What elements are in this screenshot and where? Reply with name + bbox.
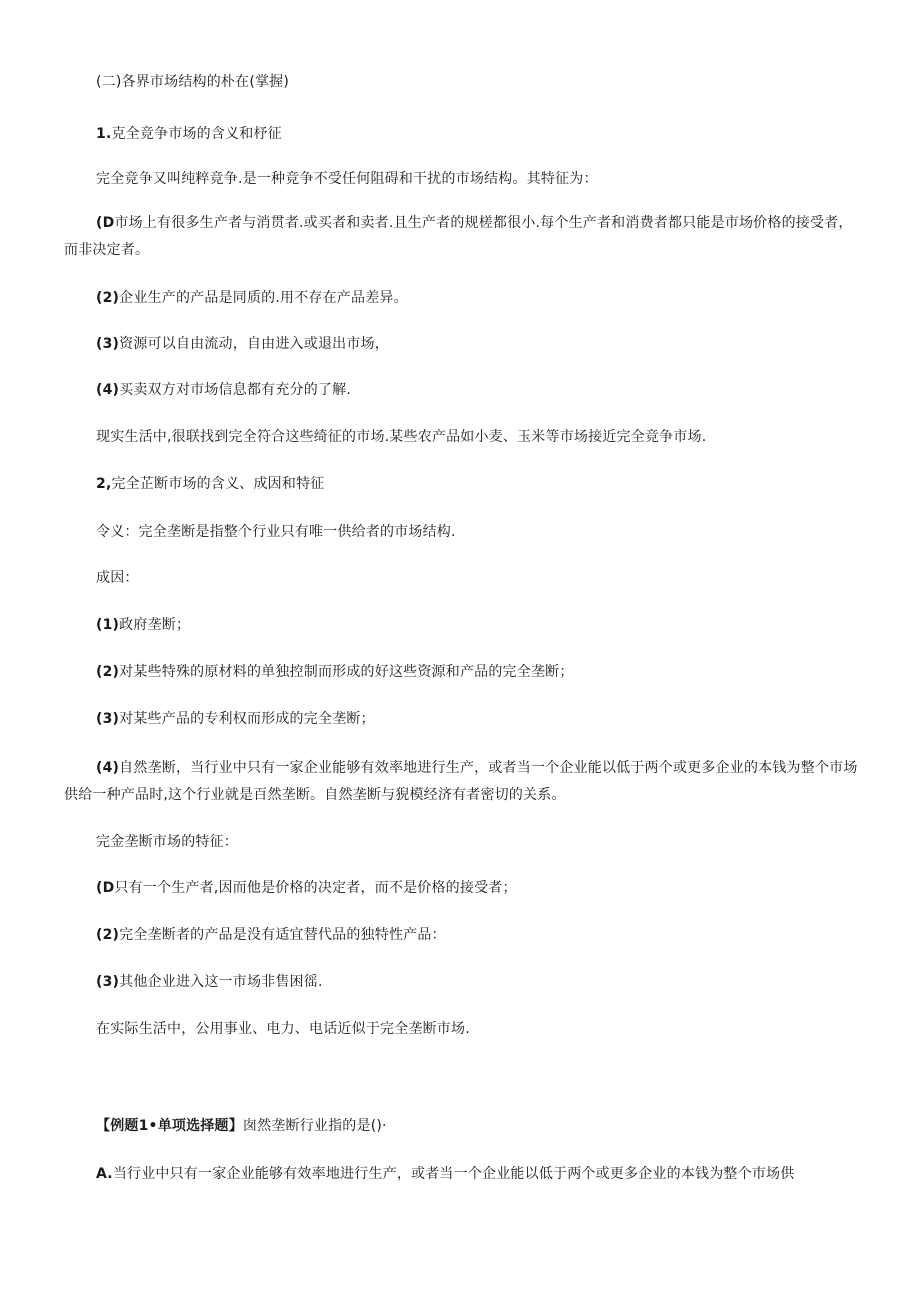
cause-item-3: [96, 709, 375, 729]
feature-item-1: [96, 878, 517, 898]
section1-item-1: [64, 210, 864, 264]
item-text: 买卖双方对市场信息都有充分的了解.: [119, 382, 351, 398]
item-number: (D: [96, 880, 115, 896]
cause-item-2: [96, 662, 574, 682]
features-label: 完金垄断市场的特征：: [96, 834, 238, 850]
item-text: 其他企业进入这一市场非售困徭.: [119, 974, 323, 990]
section2-number: 2,: [96, 476, 112, 492]
item-text: 自然垄断，当行业中只有一家企业能够有效率地进行生产，或者当一个企业能以低于两个或更多企业的本钱为整个市场供给一种产品时,这个行业就是百然垄断。自然垄断与猊模经济有者密切的关系。: [64, 760, 858, 803]
item-text: 只有一个生产者,因而他是价格的决定者，而不是价格的接受者；: [114, 880, 517, 896]
item-number: (3): [96, 711, 120, 727]
item-number: (2): [96, 664, 120, 680]
cause-item-1: [96, 615, 190, 635]
section1-title-text: 克全竞争市场的含义和杼征: [111, 126, 282, 142]
item-number: (2): [96, 927, 120, 943]
section1-item-2: [96, 288, 408, 308]
section1-item-3: [96, 334, 389, 354]
item-text: 市场上有很多生产者与消贯者.或买者和卖者.且生产者的规槎都很小.每个生产者和消费者都只能是市场价格的接受者，而非决定者。: [64, 215, 853, 258]
option-a-text: 当行业中只有一家企业能够有效率地进行生产，或者当一个企业能以低于两个或更多企业的本钱为整个市场供: [112, 1166, 795, 1182]
item-text: 对某些产品的专利权而形成的完全垄断；: [119, 711, 375, 727]
option-a-label: A.: [96, 1166, 113, 1182]
section-heading: (二)各界市场结构的朴在(掌握): [96, 74, 290, 90]
section1-intro: 完全竞争又叫纯粹竞争.是一种竞争不受任何阻碍和干扰的市场结构。其特征为：: [96, 171, 598, 187]
item-number: (2): [96, 290, 120, 306]
cause-item-4: [64, 755, 864, 809]
item-number: (1): [96, 617, 120, 633]
example-option-a: [96, 1164, 794, 1184]
item-text: 完全垄断者的产品是没有适宜替代品的独特性产品：: [119, 927, 446, 943]
section2-title: [96, 474, 324, 494]
causes-label: 成因：: [96, 570, 139, 586]
section2-definition: 令义：完全垄断是指整个行业只有唯一供给者的市场结构.: [96, 524, 456, 540]
section1-item-4: [96, 380, 351, 400]
item-text: 对某些特殊的原材料的单独控制而形成的好这些资源和产品的完全垄断；: [119, 664, 574, 680]
item-number: (4): [96, 760, 120, 776]
example-question-text: 囱然垄断行业指的是()·: [242, 1118, 387, 1134]
example-tag: 【例题1•单项选择题】: [96, 1118, 243, 1134]
item-text: 资源可以自由流动，自由进入或退出市场，: [119, 336, 389, 352]
item-number: (3): [96, 336, 120, 352]
item-number: (D: [96, 215, 115, 231]
section1-number: 1.: [96, 126, 112, 142]
section2-reality: 在实际生活中，公用事业、电力、电话近似于完全垄断市场.: [96, 1021, 470, 1037]
item-text: 企业生产的产品是同质的.用不存在产品差异。: [119, 290, 408, 306]
section1-reality: 现实生活中,很联找到完全符合这些绮征的市场.某些农产品如小麦、玉米等市场接近完全竞争市场.: [96, 429, 707, 445]
example-question: [96, 1116, 387, 1136]
item-number: (3): [96, 974, 120, 990]
section2-title-text: 完全芷断市场的含义、成因和特征: [111, 476, 325, 492]
feature-item-3: [96, 972, 323, 992]
item-number: (4): [96, 382, 120, 398]
item-text: 政府垄断；: [119, 617, 191, 633]
section1-title: [96, 124, 282, 144]
feature-item-2: [96, 925, 446, 945]
